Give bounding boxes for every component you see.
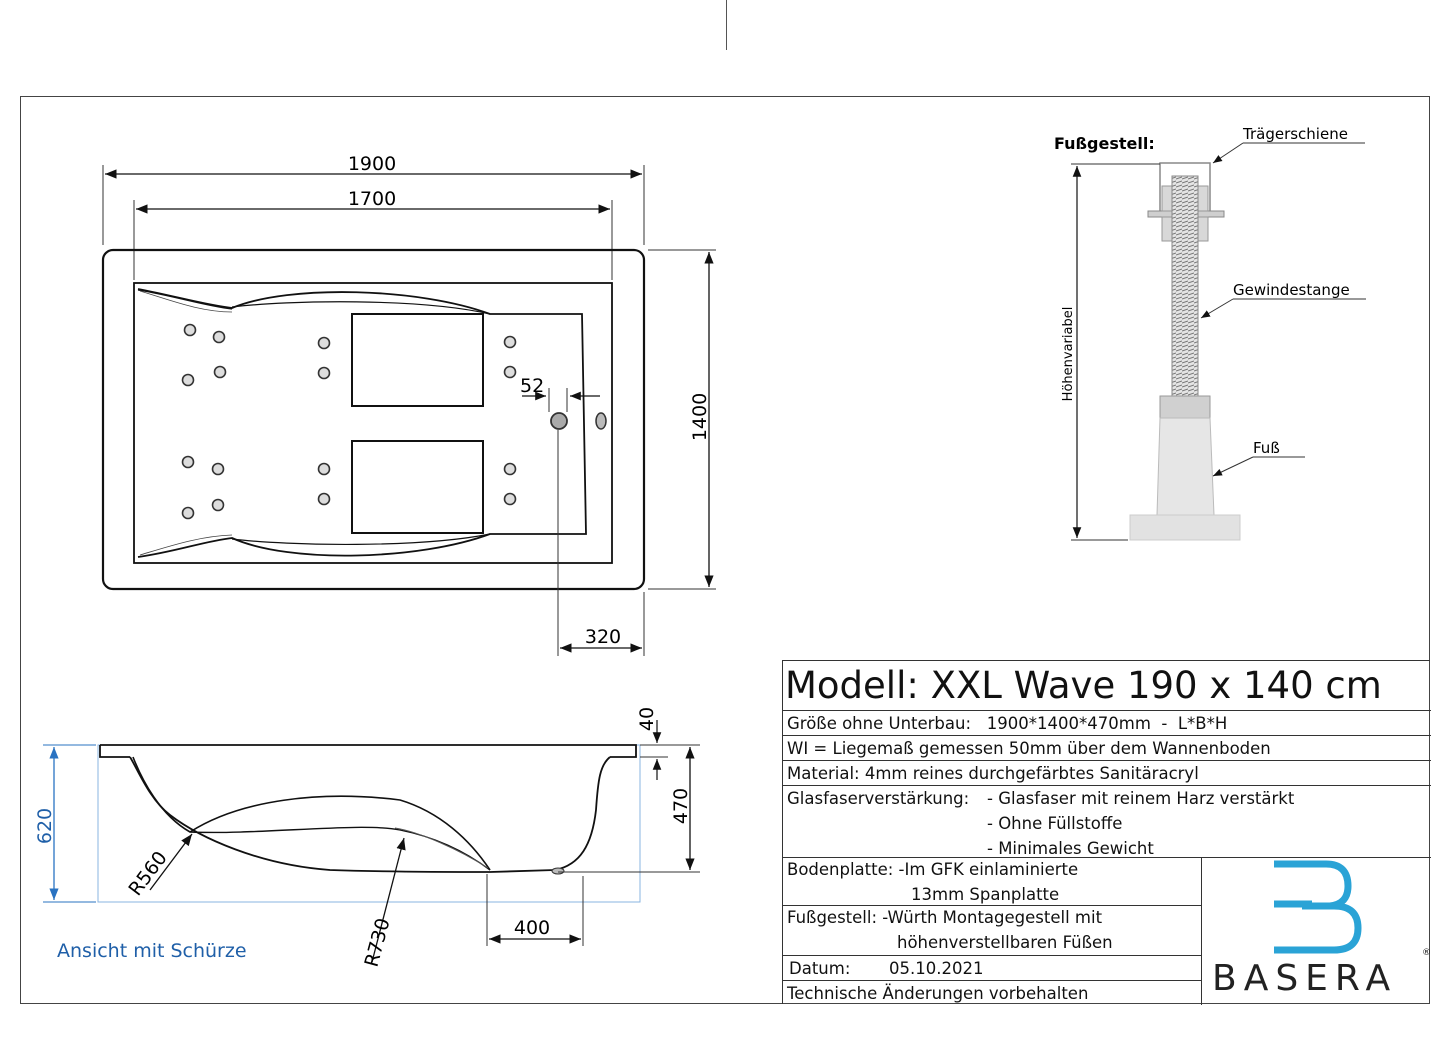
apron-outline: [98, 745, 640, 902]
jet-nozzle: [213, 500, 224, 511]
dim-drain-offset: 52: [520, 375, 545, 397]
dim-width: 1400: [689, 392, 711, 442]
basera-logo-mark: [1202, 858, 1432, 958]
jet-nozzle: [319, 494, 330, 505]
jet-nozzle: [505, 464, 516, 475]
drain: [551, 413, 567, 429]
label-rail: Trägerschiene: [1243, 125, 1348, 143]
jet-nozzle: [319, 338, 330, 349]
jet-nozzle: [505, 494, 516, 505]
frame-row: [783, 906, 1201, 956]
tub-profile: [130, 757, 610, 872]
frame-line-2: höhenverstellbaren Füßen: [897, 933, 1113, 952]
jet-nozzle: [183, 457, 194, 468]
side-view-caption: Ansicht mit Schürze: [57, 940, 247, 962]
date-value: 05.10.2021: [889, 959, 984, 978]
dim-depth: 470: [670, 787, 692, 825]
radius-seat: R730: [360, 915, 395, 970]
date-row: [783, 956, 1201, 981]
headrest-upper: [352, 314, 483, 406]
glass-item-2: - Ohne Füllstoffe: [987, 814, 1123, 833]
floor-line-2: 13mm Spanplatte: [911, 885, 1060, 904]
jet-nozzle: [319, 368, 330, 379]
side-view: [34, 707, 700, 969]
dim-inner-length: 1700: [347, 188, 397, 210]
logo-area: [1201, 858, 1431, 1005]
dim-total-height: 620: [34, 807, 56, 845]
label-height-variable: Höhenvariabel: [1061, 306, 1076, 402]
model-title: Modell: XXL Wave 190 x 140 cm: [783, 661, 1431, 711]
dim-rim: 40: [636, 706, 658, 732]
label-foot: Fuß: [1253, 439, 1280, 457]
size-row: Größe ohne Unterbau: 1900*1400*470mm - L*B*H: [783, 711, 1431, 736]
overflow: [596, 413, 606, 429]
glass-row: [783, 786, 1431, 858]
date-label: Datum:: [789, 959, 851, 978]
headrest-lower: [352, 441, 483, 533]
wi-row: WI = Liegemaß gemessen 50mm über dem Wannenboden: [783, 736, 1431, 761]
material-row: Material: 4mm reines durchgefärbtes Sanitäracryl: [783, 761, 1431, 786]
radius-back: R560: [124, 847, 172, 901]
jet-nozzle: [215, 367, 226, 378]
label-rod: Gewindestange: [1233, 281, 1350, 299]
jet-nozzle: [505, 367, 516, 378]
frame-line-1: Fußgestell: -Würth Montagegestell mit: [787, 908, 1103, 927]
top-view: [103, 153, 716, 656]
note-row: Technische Änderungen vorbehalten: [787, 984, 1089, 1003]
foot-heading: Fußgestell:: [1054, 134, 1155, 153]
foot-body: [1157, 418, 1214, 515]
jet-nozzle: [505, 337, 516, 348]
glass-label: Glasfaserverstärkung:: [787, 789, 970, 808]
floor-row: [783, 858, 1201, 906]
jet-nozzle: [213, 464, 224, 475]
dim-bottom: 400: [513, 917, 551, 939]
dim-drain-from-edge: 320: [584, 626, 622, 648]
jet-nozzle: [183, 508, 194, 519]
glass-item-3: - Minimales Gewicht: [987, 839, 1154, 858]
jet-nozzles: [183, 325, 516, 519]
title-block: [782, 660, 1430, 1004]
logo-wordmark: BASERA: [1212, 958, 1398, 999]
jet-nozzle: [319, 464, 330, 475]
jet-nozzle: [183, 375, 194, 386]
registered-mark: ®: [1422, 948, 1431, 958]
tub-inner-basin: [134, 283, 612, 563]
glass-item-1: - Glasfaser mit reinem Harz verstärkt: [987, 789, 1295, 808]
floor-line-1: Bodenplatte: -Im GFK einlaminierte: [787, 860, 1079, 879]
jet-nozzle: [185, 325, 196, 336]
jet-nozzle: [214, 332, 225, 343]
foot-detail: [1054, 125, 1366, 540]
dim-total-length: 1900: [347, 153, 397, 175]
wave-contour: [138, 289, 586, 557]
threaded-rod: [1172, 176, 1198, 398]
